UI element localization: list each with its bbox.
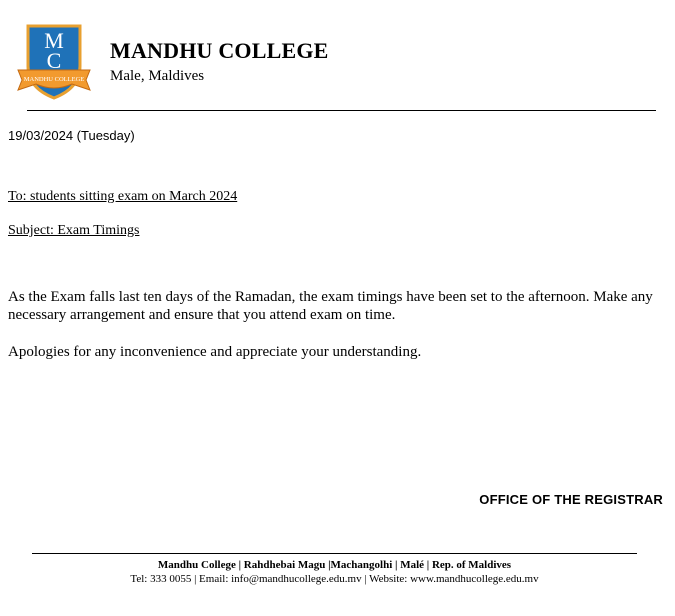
footer-divider	[32, 553, 637, 554]
apology-line: Apologies for any inconvenience and appreciate your understanding.	[8, 344, 422, 360]
logo-ribbon-text: MANDHU COLLEGE	[23, 76, 85, 83]
signature-office: OFFICE OF THE REGISTRAR	[479, 492, 663, 507]
letter-date: 19/03/2024 (Tuesday)	[8, 128, 135, 143]
college-name: MANDHU COLLEGE	[110, 38, 329, 63]
logo-letters-second: C	[46, 48, 62, 73]
subject-line: Subject: Exam Timings	[8, 223, 140, 238]
college-logo	[14, 22, 94, 102]
footer-contact: Tel: 333 0055 | Email: info@mandhucollege.edu.mv | Website: www.mandhucollege.edu.mv	[130, 573, 539, 585]
header-divider	[27, 110, 656, 111]
letter-body: As the Exam falls last ten days of the Ramadan, the exam timings have been set to the afternoon. Make any necessary arrangement and ensure that you attend exam on time.	[8, 289, 653, 323]
recipient-line: To: students sitting exam on March 2024	[8, 189, 238, 204]
college-location: Male, Maldives	[110, 68, 205, 84]
footer-address: Mandhu College | Rahdhebai Magu |Machangolhi | Malé | Rep. of Maldives	[157, 559, 512, 571]
logo-letters: M	[44, 28, 64, 53]
